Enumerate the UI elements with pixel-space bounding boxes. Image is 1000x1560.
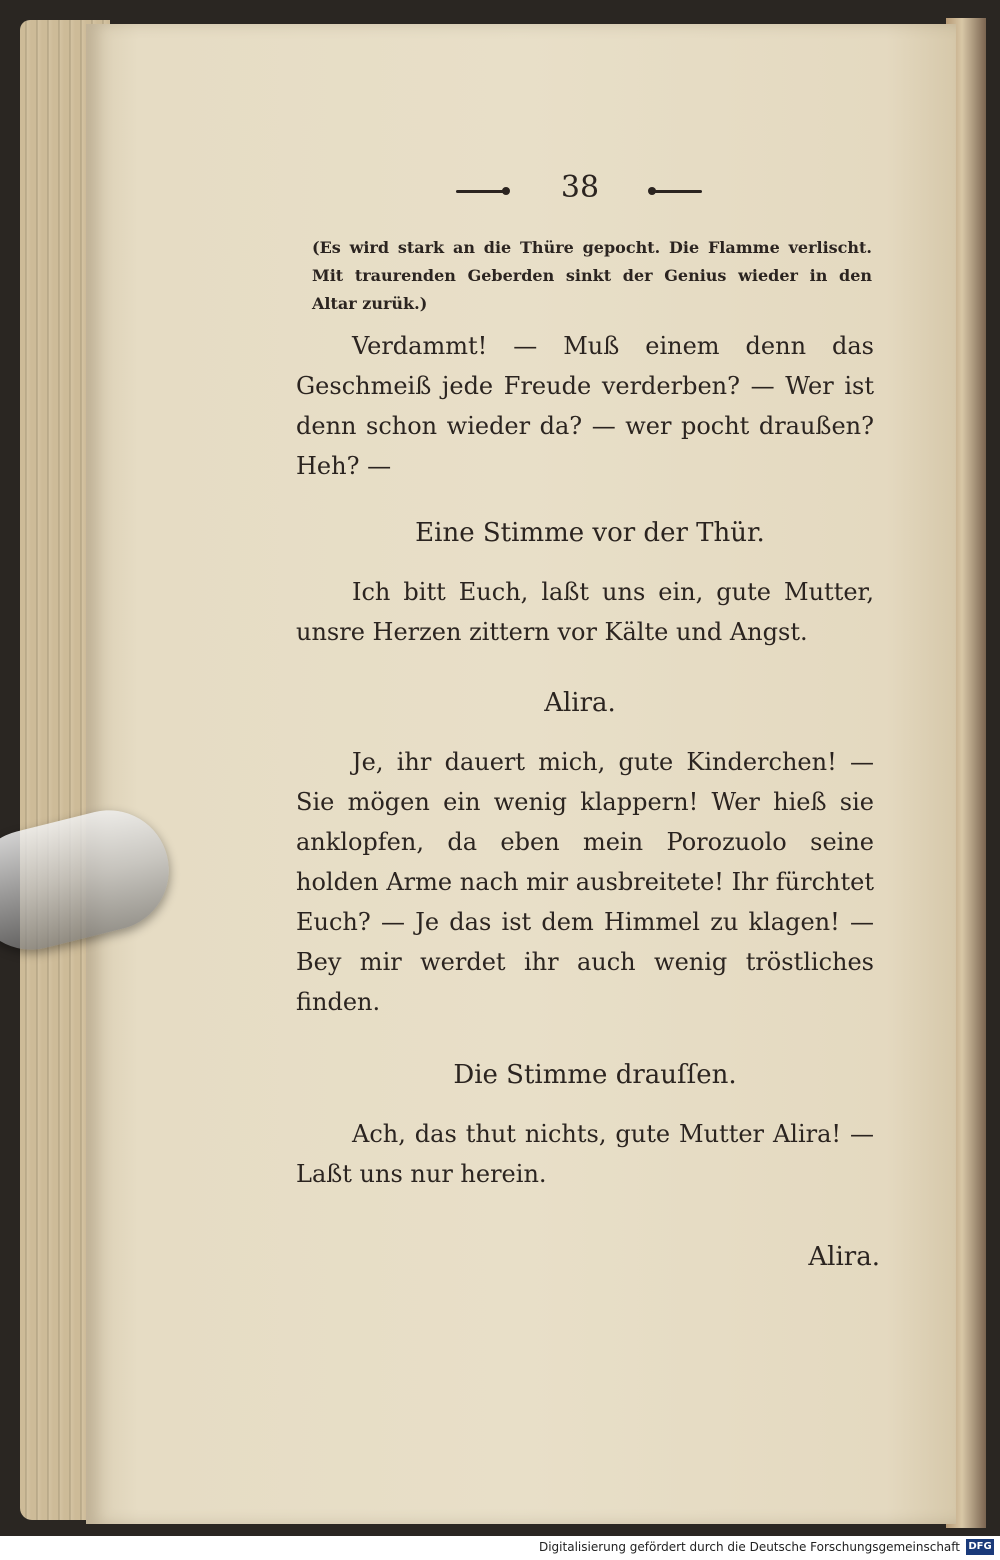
header-ornament-left	[456, 190, 504, 193]
stage-direction: (Es wird stark an die Thüre gepocht. Die Flamme verlischt. Mit traurenden Geberden sinkt der Genius wieder in den Altar zurük.)	[312, 238, 872, 313]
speaker-heading: Alira.	[544, 688, 616, 718]
speech-paragraph: Ich bitt Euch, laßt uns ein, gute Mutter, unsre Herzen zittern vor Kälte und Angst.	[296, 578, 874, 646]
speech-paragraph: Verdammt! — Muß einem denn das Geschmeiß jede Freude verderben? — Wer ist denn schon wieder da? — wer pocht draußen? Heh? —	[296, 332, 874, 480]
footer-bar	[0, 1536, 1000, 1560]
funding-notice: Digitalisierung gefördert durch die Deutsche Forschungsgemeinschaft	[538, 1540, 960, 1554]
speech-paragraph: Ach, das thut nichts, gute Mutter Alira! — Laßt uns nur herein.	[296, 1120, 874, 1188]
header-ornament-right	[654, 190, 702, 193]
page-number: 38	[560, 170, 600, 205]
speaker-heading: Die Stimme drauſſen.	[453, 1060, 737, 1090]
catchword-speaker: Alira.	[808, 1242, 880, 1272]
dfg-logo: DFG	[966, 1539, 994, 1555]
speech-paragraph: Je, ihr dauert mich, gute Kinderchen! — Sie mögen ein wenig klappern! Wer hieß sie anklopfen, da eben mein Porozuolo seine holden Arme nach mir ausbreitete! Ihr fürchtet Euch? — Je das ist dem Himmel zu klagen! — Bey mir werdet ihr auch wenig tröstliches finden.	[296, 748, 874, 1016]
speaker-heading: Eine Stimme vor der Thür.	[415, 518, 765, 548]
page-header	[450, 170, 710, 210]
